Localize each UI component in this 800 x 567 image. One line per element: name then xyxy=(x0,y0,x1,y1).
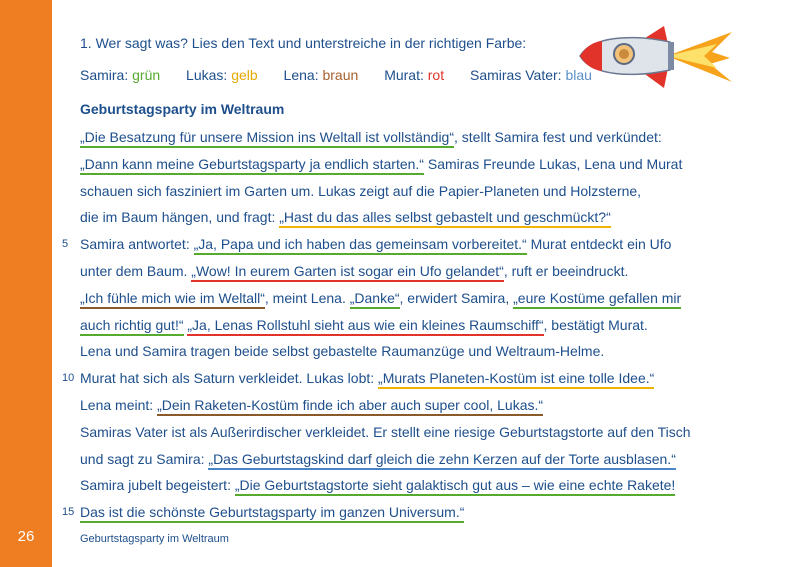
quote-samira: „Ja, Papa und ich haben das gemeinsam vorbereitet.“ xyxy=(194,236,527,255)
line-number: 5 xyxy=(62,238,69,251)
task-number: 1. xyxy=(80,35,92,51)
page-margin-strip xyxy=(0,0,52,567)
story-line-1: „Die Besatzung für unsere Mission ins Weltall ist vollständig“, stellt Samira fest und verkündet: xyxy=(80,124,780,151)
quote-murat: „Wow! In eurem Garten ist sogar ein Ufo gelandet“ xyxy=(191,263,504,282)
quote-lena: „Ich fühle mich wie im Weltall“ xyxy=(80,290,265,309)
legend-samira: Samira: grün xyxy=(80,67,161,83)
story-line-3: schauen sich fasziniert im Garten um. Lukas zeigt auf die Papier-Planeten und Holzsterne, xyxy=(80,182,642,199)
legend-vater: Samiras Vater: blau xyxy=(470,67,592,83)
quote-lukas: „Hast du das alles selbst gebastelt und geschmückt?“ xyxy=(279,209,611,228)
story-text xyxy=(62,124,780,526)
legend-lena: Lena: braun xyxy=(283,67,359,83)
story-line-5: 5 Samira antwortet: „Ja, Papa und ich haben das gemeinsam vorbereitet.“ Murat entdeckt ein Ufo xyxy=(80,231,780,258)
legend-murat: Murat: rot xyxy=(384,67,445,83)
rocket-icon xyxy=(572,22,732,92)
quote-lukas: „Murats Planeten-Kostüm ist eine tolle Idee.“ xyxy=(378,370,654,389)
task-instruction xyxy=(80,35,526,51)
story-line-11: Lena meint: „Dein Raketen-Kostüm finde ich aber auch super cool, Lukas.“ xyxy=(80,392,780,419)
quote-lena: „Dein Raketen-Kostüm finde ich aber auch super cool, Lukas.“ xyxy=(157,397,543,416)
story-line-12: Samiras Vater ist als Außerirdischer verkleidet. Er stellt eine riesige Geburtstagstorte auf den Tisch xyxy=(80,423,691,440)
quote-samira: auch richtig gut!“ xyxy=(80,317,184,336)
story-title: Geburtstagsparty im Weltraum xyxy=(80,101,285,117)
story-line-4: die im Baum hängen, und fragt: „Hast du das alles selbst gebastelt und geschmückt?“ xyxy=(80,204,780,231)
story-line-2: „Dann kann meine Geburtstagsparty ja endlich starten.“ Samiras Freunde Lukas, Lena und Murat xyxy=(80,151,780,178)
story-line-14: Samira jubelt begeistert: „Die Geburtstagstorte sieht galaktisch gut aus – wie eine echte Rakete! xyxy=(80,472,780,499)
legend-lukas: Lukas: gelb xyxy=(186,67,258,83)
color-legend xyxy=(80,67,614,83)
quote-samira: Das ist die schönste Geburtstagsparty im ganzen Universum.“ xyxy=(80,504,464,523)
story-line-7: „Ich fühle mich wie im Weltall“, meint Lena. „Danke“, erwidert Samira, „eure Kostüme gefallen mir xyxy=(80,285,780,312)
story-line-10: 10 Murat hat sich als Saturn verkleidet. Lukas lobt: „Murats Planeten-Kostüm ist eine tolle Idee.“ xyxy=(80,365,780,392)
quote-murat: „Ja, Lenas Rollstuhl sieht aus wie ein kleines Raumschiff“ xyxy=(187,317,543,336)
task-text: Wer sagt was? Lies den Text und unterstreiche in der richtigen Farbe: xyxy=(95,35,527,51)
quote-samira: „Danke“ xyxy=(350,290,400,309)
page-footer: Geburtstagsparty im Weltraum xyxy=(80,533,229,545)
quote-samira: „eure Kostüme gefallen mir xyxy=(513,290,681,309)
quote-samira: „Die Geburtstagstorte sieht galaktisch gut aus – wie eine echte Rakete! xyxy=(235,477,675,496)
quote-samira: „Dann kann meine Geburtstagsparty ja endlich starten.“ xyxy=(80,156,424,175)
story-line-13: und sagt zu Samira: „Das Geburtstagskind darf gleich die zehn Kerzen auf der Torte ausblasen.“ xyxy=(80,446,780,473)
story-line-15 xyxy=(62,499,780,526)
story-line-8: auch richtig gut!“ „Ja, Lenas Rollstuhl sieht aus wie ein kleines Raumschiff“, bestätigt Murat. xyxy=(80,312,780,339)
page-number: 26 xyxy=(17,528,35,545)
story-line-9: Lena und Samira tragen beide selbst gebastelte Raumanzüge und Weltraum-Helme. xyxy=(80,343,605,360)
quote-samira: „Die Besatzung für unsere Mission ins Weltall ist vollständig“ xyxy=(80,129,454,148)
story-line-6: unter dem Baum. „Wow! In eurem Garten ist sogar ein Ufo gelandet“, ruft er beeindruckt. xyxy=(80,258,780,285)
quote-vater: „Das Geburtstagskind darf gleich die zehn Kerzen auf der Torte ausblasen.“ xyxy=(208,451,675,470)
line-number: 10 xyxy=(62,372,75,385)
line-number: 15 xyxy=(62,506,75,519)
